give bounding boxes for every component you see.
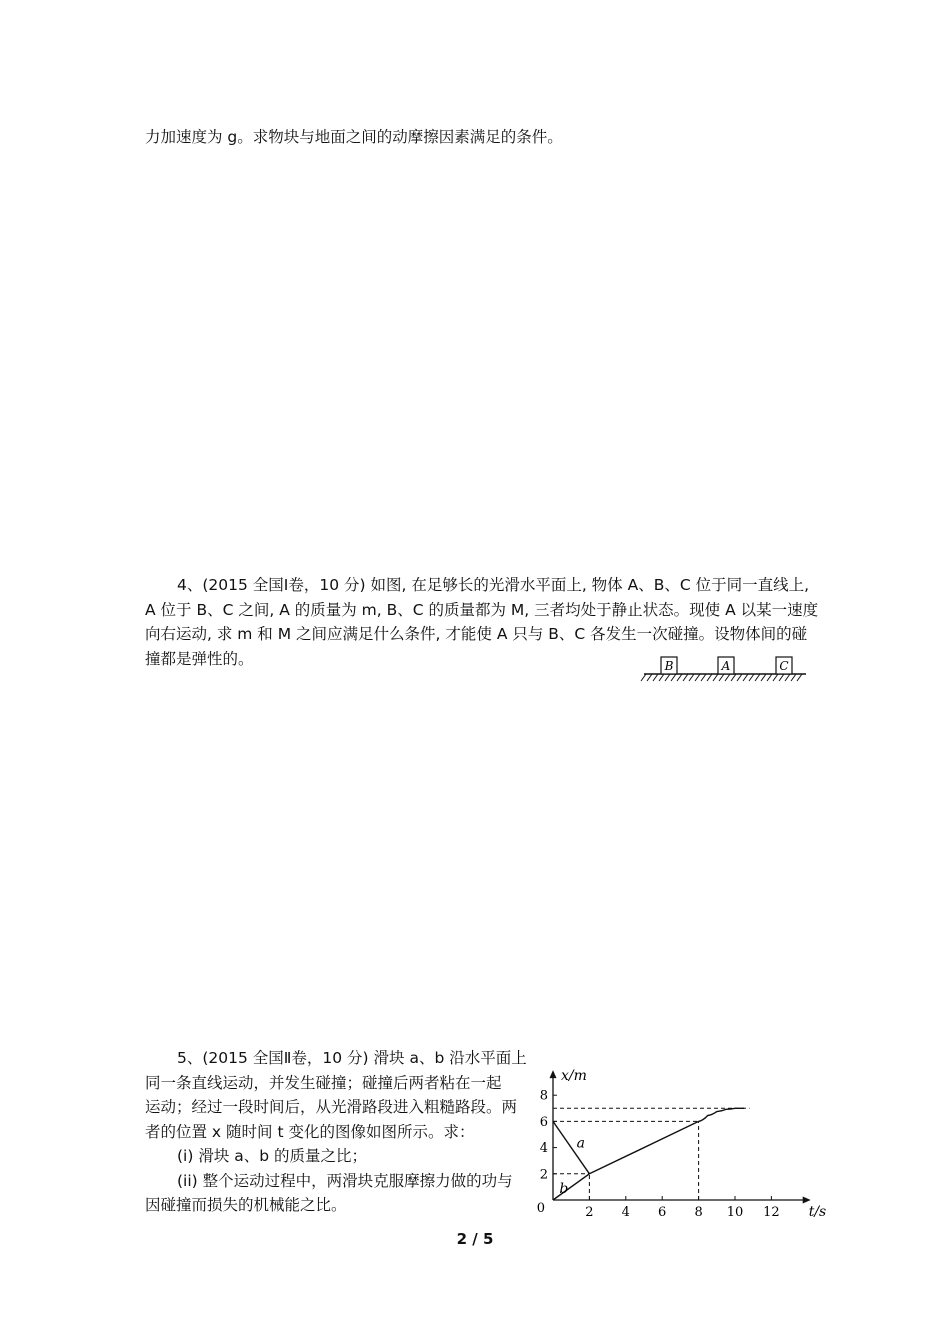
hatch-mark-26 <box>797 674 802 681</box>
question5-text <box>145 1046 527 1218</box>
hatch-mark-23 <box>779 674 784 681</box>
hatch-mark-0 <box>641 674 646 681</box>
question5-chart <box>535 1050 827 1222</box>
question5-item-i: (i) 滑块 a、b 的质量之比； <box>177 1147 368 1165</box>
chart-dashed-guides <box>553 1108 750 1200</box>
hatch-mark-3 <box>659 674 664 681</box>
hatch-mark-2 <box>653 674 658 681</box>
x-tick-label-8: 8 <box>694 1205 703 1220</box>
hatch-mark-4 <box>665 674 670 681</box>
hatch-mark-15 <box>731 674 736 681</box>
hatch-mark-10 <box>701 674 706 681</box>
block-c-label: C <box>779 659 789 673</box>
series-line-segment-3 <box>699 1108 745 1121</box>
question5-line-3: 运动；经过一段时间后，从光滑路段进入粗糙路段。两 <box>145 1098 518 1116</box>
question5-item-ii: (ii) 整个运动过程中，两滑块克服摩擦力做的功与 <box>177 1171 513 1190</box>
y-tick-label-6: 6 <box>539 1114 548 1130</box>
hatch-mark-12 <box>713 674 718 681</box>
question3-continuation: 力加速度为 g。求物块与地面之间的动摩擦因素满足的条件。 <box>145 128 563 146</box>
x-tick-label-10: 10 <box>726 1205 744 1220</box>
y-axis-arrow <box>550 1070 557 1078</box>
question4-line-1: 4、(2015 全国Ⅰ卷，10 分) 如图, 在足够长的光滑水平面上, 物体 A、B、C 位于同一直线上, <box>177 576 810 594</box>
page-number: 2 / 5 <box>456 1230 494 1248</box>
series-line-segment-2 <box>589 1121 698 1173</box>
y-tick-label-8: 8 <box>539 1088 548 1104</box>
question5-line-2: 同一条直线运动，并发生碰撞；碰撞后两者粘在一起 <box>145 1073 502 1092</box>
y-tick-label-2: 2 <box>539 1167 548 1183</box>
ground-hatching <box>641 674 802 681</box>
hatch-mark-20 <box>761 674 766 681</box>
question4-line-4: 撞都是弹性的。 <box>145 649 254 668</box>
chart-series <box>553 1108 744 1200</box>
x-tick-label-4: 4 <box>621 1205 630 1220</box>
x-tick-label-2: 2 <box>585 1205 594 1220</box>
question4-figure <box>640 654 810 684</box>
question5-line-7: 因碰撞而损失的机械能之比。 <box>145 1196 347 1214</box>
hatch-mark-19 <box>755 674 760 681</box>
chart-labels <box>537 1068 827 1220</box>
hatch-mark-21 <box>767 674 772 681</box>
hatch-mark-9 <box>695 674 700 681</box>
question4-line-2: A 位于 B、C 之间, A 的质量为 m, B、C 的质量都为 M, 三者均处于静止状态。现使 A 以某一速度 <box>145 600 819 619</box>
block-b-label: B <box>664 659 674 673</box>
y-tick-label-4: 4 <box>539 1141 548 1157</box>
hatch-mark-6 <box>677 674 682 681</box>
hatch-mark-7 <box>683 674 688 681</box>
hatch-mark-11 <box>707 674 712 681</box>
x-axis-arrow <box>803 1197 811 1204</box>
origin-label: 0 <box>536 1201 545 1216</box>
hatch-mark-16 <box>737 674 742 681</box>
series-label-b: b <box>559 1180 569 1197</box>
hatch-mark-5 <box>671 674 676 681</box>
question4-line-3: 向右运动, 求 m 和 M 之间应满足什么条件, 才能使 A 只与 B、C 各发生一次碰撞。设物体间的碰 <box>145 625 808 643</box>
hatch-mark-18 <box>749 674 754 681</box>
hatch-mark-22 <box>773 674 778 681</box>
series-label-a: a <box>576 1135 586 1152</box>
hatch-mark-17 <box>743 674 748 681</box>
hatch-mark-13 <box>719 674 724 681</box>
chart-axes <box>550 1070 811 1203</box>
x-tick-label-6: 6 <box>658 1205 667 1220</box>
x-tick-label-12: 12 <box>763 1205 780 1220</box>
hatch-mark-8 <box>689 674 694 681</box>
block-a-label: A <box>721 659 731 673</box>
x-axis-label: t/s <box>808 1204 827 1220</box>
hatch-mark-14 <box>725 674 730 681</box>
question5-line-1: 5、(2015 全国Ⅱ卷，10 分) 滑块 a、b 沿水平面上 <box>177 1049 527 1067</box>
hatch-mark-1 <box>647 674 652 681</box>
question5-line-4: 者的位置 x 随时间 t 变化的图像如图所示。求： <box>145 1122 475 1141</box>
y-axis-label: x/m <box>561 1068 587 1085</box>
hatch-mark-24 <box>785 674 790 681</box>
hatch-mark-25 <box>791 674 796 681</box>
